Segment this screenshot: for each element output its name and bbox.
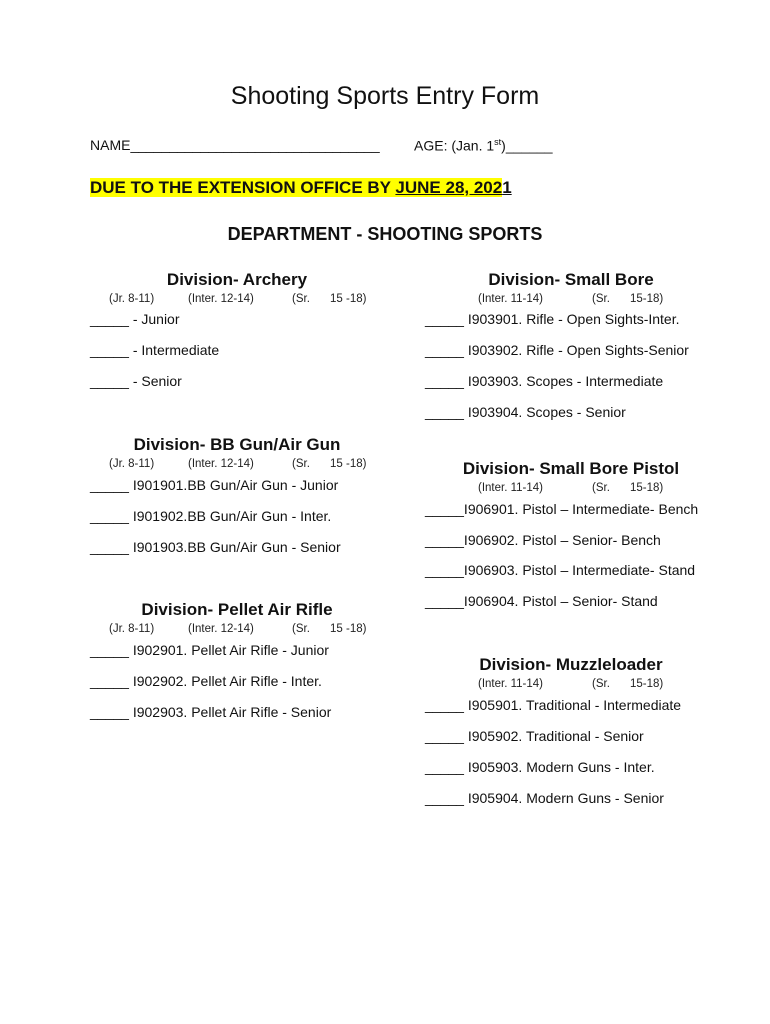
department-heading: DEPARTMENT - SHOOTING SPORTS xyxy=(227,224,543,244)
muzzle-item-2[interactable]: _____ I905902. Traditional - Senior xyxy=(425,728,644,744)
bbgun-item-inter[interactable]: _____ I901902.BB Gun/Air Gun - Inter. xyxy=(90,508,332,524)
age-label: AGE: (Jan. 1 xyxy=(414,137,495,154)
pistol-item-1[interactable]: _____I906901. Pistol – Intermediate- Bench xyxy=(425,501,699,517)
age-inter: (Inter. 11-14) xyxy=(478,678,543,690)
pistol-item-2[interactable]: _____I906902. Pistol – Senior- Bench xyxy=(425,532,661,548)
pistol-item-3[interactable]: _____I906903. Pistol – Intermediate- Stand xyxy=(425,562,696,578)
archery-title: Division- Archery xyxy=(166,270,308,289)
pellet-item-junior[interactable]: _____ I902901. Pellet Air Rifle - Junior xyxy=(90,642,329,658)
age-inter: (Inter. 11-14) xyxy=(478,482,543,494)
age-sr: (Sr. xyxy=(592,293,610,305)
archery-item-intermediate[interactable]: _____ - Intermediate xyxy=(90,342,220,358)
due-date: JUNE 28, 202 xyxy=(395,178,503,197)
muzzle-item-1[interactable]: _____ I905901. Traditional - Intermediate xyxy=(425,697,682,713)
smallbore-item-3[interactable]: _____ I903903. Scopes - Intermediate xyxy=(425,373,664,389)
page-title: Shooting Sports Entry Form xyxy=(230,82,540,110)
age-sr: (Sr. xyxy=(292,623,310,635)
smallbore-item-2[interactable]: _____ I903902. Rifle - Open Sights-Senior xyxy=(425,342,689,358)
pellet-item-senior[interactable]: _____ I902903. Pellet Air Rifle - Senior xyxy=(90,704,332,720)
age-sr-range: 15 -18) xyxy=(330,458,367,470)
age-inter: (Inter. 11-14) xyxy=(478,293,543,305)
pellet-title: Division- Pellet Air Rifle xyxy=(141,600,333,619)
age-inter: (Inter. 12-14) xyxy=(188,623,254,635)
age-sr: (Sr. xyxy=(292,293,310,305)
muzzle-item-3[interactable]: _____ I905903. Modern Guns - Inter. xyxy=(425,759,655,775)
smallbore-item-4[interactable]: _____ I903904. Scopes - Senior xyxy=(425,404,626,420)
age-sr: (Sr. xyxy=(292,458,310,470)
smallbore-title: Division- Small Bore xyxy=(488,270,654,289)
age-inter: (Inter. 12-14) xyxy=(188,458,254,470)
due-notice xyxy=(90,178,512,198)
due-text: DUE TO THE EXTENSION OFFICE BY xyxy=(90,178,396,197)
bbgun-title: Division- BB Gun/Air Gun xyxy=(133,435,341,454)
age-sr: (Sr. xyxy=(592,482,610,494)
age-sr-range: 15 -18) xyxy=(330,293,367,305)
age-jr: (Jr. 8-11) xyxy=(109,458,155,470)
muzzle-title: Division- Muzzleloader xyxy=(479,655,663,674)
muzzle-item-4[interactable]: _____ I905904. Modern Guns - Senior xyxy=(425,790,664,806)
age-inter: (Inter. 12-14) xyxy=(188,293,254,305)
pistol-item-4[interactable]: _____I906904. Pistol – Senior- Stand xyxy=(425,593,658,609)
age-jr: (Jr. 8-11) xyxy=(109,623,155,635)
age-superscript: st xyxy=(494,137,502,147)
archery-item-senior[interactable]: _____ - Senior xyxy=(90,373,182,389)
age-sr-range: 15 -18) xyxy=(330,623,367,635)
name-field[interactable]: NAME________________________________ xyxy=(90,137,380,153)
age-sr-range: 15-18) xyxy=(630,293,664,305)
bbgun-item-junior[interactable]: _____ I901901.BB Gun/Air Gun - Junior xyxy=(90,477,339,493)
pistol-title: Division- Small Bore Pistol xyxy=(462,459,680,478)
age-sr-range: 15-18) xyxy=(630,482,664,494)
bbgun-item-senior[interactable]: _____ I901903.BB Gun/Air Gun - Senior xyxy=(90,539,341,555)
age-field[interactable] xyxy=(414,137,553,154)
pellet-item-inter[interactable]: _____ I902902. Pellet Air Rifle - Inter. xyxy=(90,673,322,689)
age-jr: (Jr. 8-11) xyxy=(109,293,155,305)
due-date-tail: 1 xyxy=(502,178,512,197)
age-blank: )______ xyxy=(501,137,553,154)
smallbore-item-1[interactable]: _____ I903901. Rifle - Open Sights-Inter. xyxy=(425,311,680,327)
archery-item-junior[interactable]: _____ - Junior xyxy=(90,311,180,327)
age-sr-range: 15-18) xyxy=(630,678,664,690)
age-sr: (Sr. xyxy=(592,678,610,690)
